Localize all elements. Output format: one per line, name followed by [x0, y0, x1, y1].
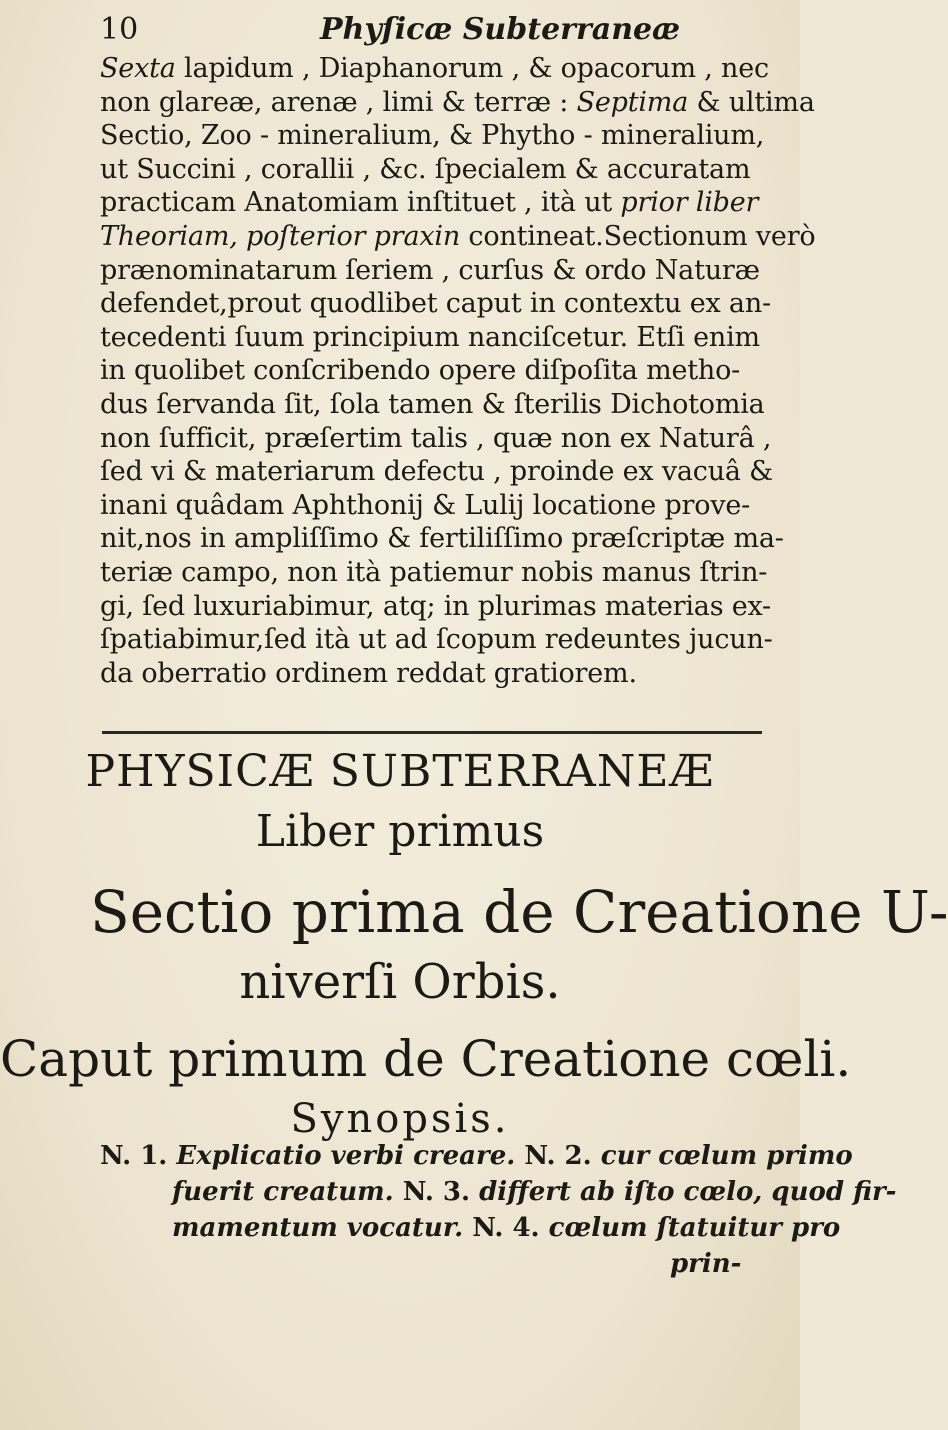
text-line: non glareæ, arenæ , limi & terræ : Septima & ultima [100, 86, 815, 118]
section-heading-continued: niverſi Orbis. [239, 954, 561, 1010]
book-title: PHYSICÆ SUBTERRANEÆ [85, 746, 715, 797]
text-line: ut Succini , corallii , &c. ſpecialem & accuratam [100, 153, 751, 185]
text-line: gi, ſed luxuriabimur, atq; in plurimas materias ex- [100, 590, 771, 622]
chapter-heading: Caput primum de Creatione cœli. [0, 1030, 852, 1088]
text-line: teriæ campo, non ità patiemur nobis manus ſtrin- [100, 556, 768, 588]
text-line: da oberratio ordinem reddat gratiorem. [100, 657, 637, 689]
catchword: prin- [670, 1249, 742, 1279]
text-line: Sexta lapidum , Diaphanorum , & opacorum , nec [100, 53, 769, 84]
section-divider [102, 731, 762, 734]
text-line: ſpatiabimur,ſed ità ut ad ſcopum redeuntes jucun- [100, 624, 773, 656]
text-line: tecedenti ſuum principium nanciſcetur. Etſi enim [100, 321, 760, 353]
body-paragraph [100, 52, 816, 690]
running-head: Phyſicæ Subterraneæ [320, 12, 681, 47]
synopsis-list [100, 1138, 897, 1282]
text-line: ſed vi & materiarum defectu , proinde ex vacuâ & [100, 456, 773, 488]
synopsis-line: mamentum vocatur. N. 4. cœlum ſtatuitur pro [172, 1213, 841, 1243]
text-line: Sectio, Zoo - mineralium, & Phytho - mineralium, [100, 120, 765, 152]
page-header [100, 12, 700, 52]
text-line: defendet,prout quodlibet caput in contextu ex an- [100, 288, 771, 320]
synopsis-heading: Synopsis. [290, 1096, 510, 1142]
text-line: dus ſervanda ſit, ſola tamen & ſterilis Dichotomia [100, 388, 765, 420]
synopsis-line: fuerit creatum. N. 3. differt ab iſto cœlo, quod fir- [172, 1177, 897, 1207]
book-subtitle: Liber primus [255, 806, 545, 857]
text-line: practicam Anatomiam inſtituet , ità ut prior liber [100, 187, 759, 219]
text-line: inani quâdam Aphthonij & Lulij locatione prove- [100, 489, 751, 521]
page-number: 10 [100, 12, 139, 47]
text-line: prænominatarum ſeriem , curſus & ordo Naturæ [100, 254, 760, 286]
text-line: nit,nos in ampliſſimo & fertiliſſimo præſcriptæ ma- [100, 523, 784, 555]
section-heading: Sectio prima de Creatione U- [90, 878, 948, 946]
synopsis-line: N. 1. Explicatio verbi creare. N. 2. cur cœlum primo [100, 1141, 853, 1171]
text-line: in quolibet conſcribendo opere diſpoſita metho- [100, 355, 741, 387]
text-line: Theoriam, poſterior praxin contineat.Sectionum verò [100, 220, 816, 252]
text-line: non ſufficit, præſertim talis , quæ non ex Naturâ , [100, 422, 772, 454]
